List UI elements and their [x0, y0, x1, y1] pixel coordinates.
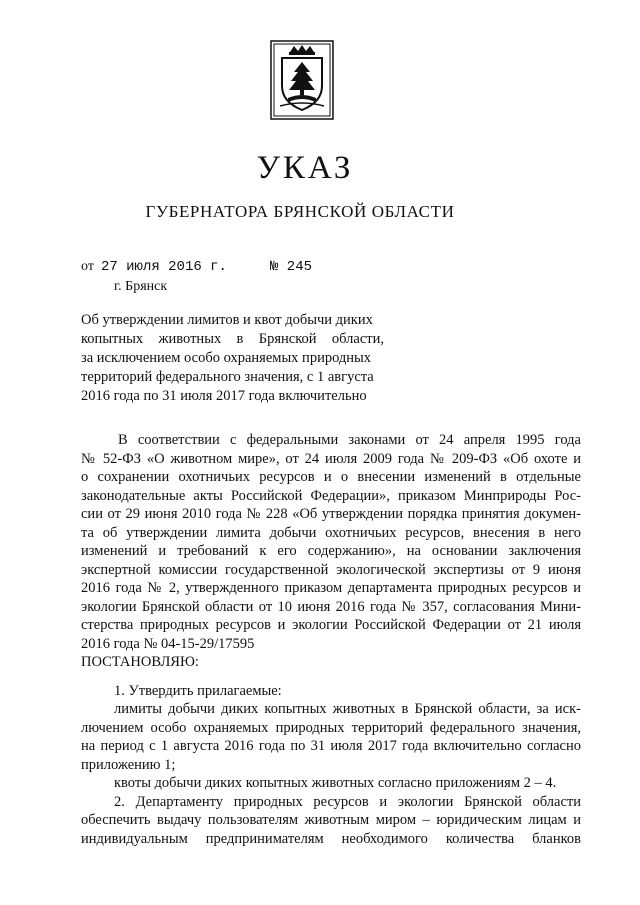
preamble-line: сии от 29 июня 2010 года № 228 «Об утверждении порядка принятия докумен-	[81, 506, 581, 522]
decree-word: ПОСТАНОВЛЯЮ:	[81, 654, 199, 670]
document-subtitle: ГУБЕРНАТОРА БРЯНСКОЙ ОБЛАСТИ	[145, 202, 455, 221]
caption-line: Об утверждении лимитов и квот добычи диких	[81, 312, 373, 328]
decree-body	[81, 431, 581, 848]
caption-line: 2016 года по 31 июля 2017 года включительно	[81, 388, 367, 404]
item1-quotas: квоты добычи диких копытных животных согласно приложениям 2 – 4.	[114, 775, 557, 791]
preamble-line: о сохранении охотничьих ресурсов и о внесении изменений в отдельные	[81, 469, 581, 485]
item1-limits-line: приложению 1;	[81, 756, 176, 773]
item1-limits-line: лимиты добычи диких копытных животных в Брянской области, за иск-	[114, 701, 581, 717]
item2-line: обеспечить выдачу пользователям животным миром – юридическим лицам и	[81, 812, 581, 828]
preamble-line: та об утверждении лимита добычи охотничьих ресурсов, внесения в него	[81, 524, 581, 541]
document-title: УКАЗ	[256, 150, 354, 186]
preamble-line: стерства природных ресурсов и экологии Российской Федерации от 21 июля	[81, 617, 581, 633]
preamble-line: 2016 года № 04-15-29/17595	[81, 635, 255, 652]
preamble-line: № 52-ФЗ «О животном мире», от 24 июля 2009 года № 209-ФЗ «Об охоте и	[81, 450, 581, 467]
date-prefix: от	[81, 259, 94, 274]
decree-date-line	[81, 259, 313, 275]
decree-city: г. Брянск	[114, 279, 168, 294]
preamble-line: экспертной комиссии государственной экологической экспертизы от 9 июня	[81, 561, 581, 578]
item1-limits-line: на период с 1 августа 2016 года по 31 июля 2017 года включительно согласно	[81, 738, 581, 754]
item1-heading: 1. Утвердить прилагаемые:	[114, 682, 282, 699]
preamble-line: В соответствии с федеральными законами от 24 апреля 1995 года	[118, 432, 581, 448]
decree-caption	[81, 311, 401, 406]
item2-line: индивидуальным предпринимателям необходимого количества бланков	[81, 830, 581, 847]
item2-line: 2. Департаменту природных ресурсов и экологии Брянской области	[114, 793, 581, 810]
caption-line: копытных животных в Брянской области,	[81, 331, 384, 347]
item1-limits-line: лючением особо охраняемых природных территорий федерального значения,	[81, 719, 581, 736]
preamble-line: изменений и требований к его содержанию», на основании заключения	[81, 543, 581, 559]
coat-of-arms-icon	[270, 40, 334, 120]
preamble-line: экологии Брянской области от 10 июня 2016 года № 357, согласования Мини-	[81, 598, 581, 615]
preamble-line: 2016 года № 2, утвержденного приказом департамента природных ресурсов и	[81, 580, 581, 596]
decree-date: 27 июля 2016 г.	[100, 259, 227, 275]
decree-number: № 245	[270, 259, 313, 275]
caption-line: за исключением особо охраняемых природных	[81, 350, 372, 366]
preamble-line: законодательные акты Российской Федерации», приказом Минприроды Рос-	[81, 487, 581, 504]
caption-line: территорий федерального значения, с 1 августа	[81, 369, 374, 385]
